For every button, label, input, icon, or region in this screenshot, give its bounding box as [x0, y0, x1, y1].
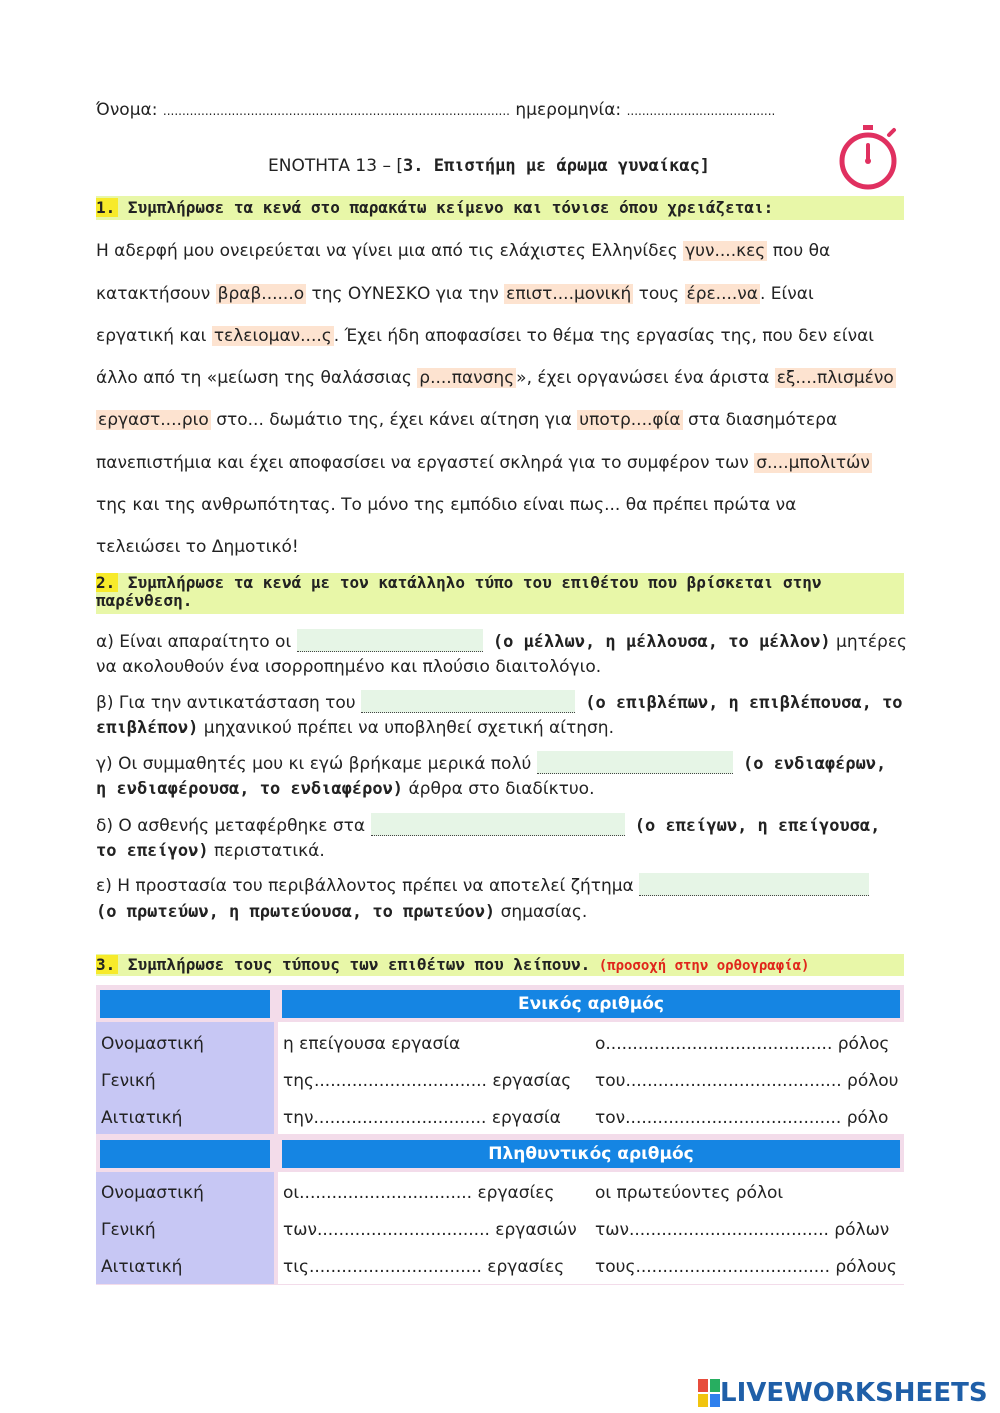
blank-ypotrofia[interactable]: υποτρ....φία [579, 410, 681, 430]
task-1-line-1 [96, 241, 830, 261]
task-1-number: 1. [96, 198, 118, 217]
task-1-instruction [96, 196, 904, 220]
options: (ο πρωτεύων, η πρωτεύουσα, το πρωτεύον) [96, 902, 496, 922]
masc-cell[interactable]: τους.................................... ρόλους [595, 1257, 897, 1277]
case-label: Γενική [101, 1220, 156, 1240]
text: εργατική και [96, 326, 212, 346]
options: (ο μέλλων, η μέλλουσα, το μέλλον) [482, 632, 831, 652]
text: στο... δωμάτιο της, έχει κάνει αίτηση για [210, 410, 578, 430]
blank-rypansis[interactable]: ρ....πανσης [419, 368, 515, 388]
task-2-item-c [96, 751, 886, 774]
text: δ) Ο ασθενής μεταφέρθηκε στα [96, 816, 371, 836]
blank-a[interactable] [297, 629, 483, 652]
logo-text: LIVEWORKSHEETS [720, 1378, 988, 1408]
options: το επείγον) [96, 841, 209, 861]
text: τους [633, 284, 685, 304]
fem-cell[interactable]: της................................ εργασίας [283, 1071, 572, 1091]
task-3-number: 3. [96, 955, 118, 974]
blank-vraveio[interactable]: βραβ......ο [217, 284, 305, 304]
task-1-text: Συμπλήρωσε τα κενά στο παρακάτω κείμενο και τόνισε όπου χρειάζεται: [118, 198, 774, 217]
case-label: Αιτιατική [101, 1257, 183, 1277]
options: (ο επιβλέπων, η επιβλέπουσα, το [575, 693, 903, 713]
task-2-text-2: παρένθεση. [96, 591, 193, 610]
task-1-line-3 [96, 326, 874, 346]
options: επιβλέπον) [96, 718, 199, 738]
masc-cell[interactable]: των..................................... ρόλων [595, 1220, 890, 1240]
masc-cell[interactable]: τον........................................ ρόλο [595, 1108, 889, 1128]
blank-sympoliton[interactable]: σ....μπολιτών [756, 453, 870, 473]
stopwatch-icon [834, 123, 902, 191]
text: πανεπιστήμια και έχει αποφασίσει να εργαστεί σκληρά για το συμφέρον των [96, 453, 755, 473]
blank-erevna[interactable]: έρε....να [686, 284, 758, 304]
fem-cell[interactable]: των................................ εργασιών [283, 1220, 577, 1240]
task-1-line-6 [96, 453, 872, 473]
task-3-note: (προσοχή στην ορθογραφία) [590, 958, 810, 974]
table-corner-plural [100, 1140, 270, 1168]
page-title [268, 156, 710, 176]
task-3-text: Συμπλήρωσε τους τύπους των επιθέτων που λείπουν. [118, 955, 591, 974]
table-corner-singular [100, 990, 270, 1018]
task-2-item-b [96, 690, 903, 713]
text: . Έχει ήδη αποφασίσει το θέμα της εργασίας της, που δεν είναι [333, 326, 875, 346]
fem-cell: η επείγουσα εργασία [283, 1034, 461, 1054]
case-label: Ονομαστική [101, 1034, 204, 1054]
masc-cell[interactable]: ο.......................................... ρόλος [595, 1034, 890, 1054]
fem-cell[interactable]: οι................................ εργασίες [283, 1183, 555, 1203]
text: κατακτήσουν [96, 284, 216, 304]
text: της ΟΥΝΕΣΚΟ για την [306, 284, 505, 304]
masc-cell[interactable]: του........................................ ρόλου [595, 1071, 899, 1091]
blank-b[interactable] [361, 690, 575, 713]
date-field[interactable]: ....................................... [626, 104, 776, 118]
text: περιστατικά. [208, 841, 325, 861]
options: (ο επείγων, η επείγουσα, [624, 816, 881, 836]
blank-e[interactable] [639, 873, 869, 896]
blank-d[interactable] [371, 813, 625, 836]
blank-teleiomanis[interactable]: τελειομαν....ς [213, 326, 332, 346]
case-label: Γενική [101, 1071, 156, 1091]
task-1-line-8: τελειώσει το Δημοτικό! [96, 537, 299, 557]
singular-header: Ενικός αριθμός [282, 990, 900, 1018]
text: γ) Οι συμμαθητές μου κι εγώ βρήκαμε μερικά πολύ [96, 754, 537, 774]
task-2-item-d-line-2 [96, 841, 325, 861]
date-label: ημερομηνία: [515, 100, 622, 120]
blank-gynaikes[interactable]: γυν....κες [685, 241, 766, 261]
text: που θα [767, 241, 831, 261]
text: α) Είναι απαραίτητο οι [96, 632, 297, 652]
case-label: Ονομαστική [101, 1183, 204, 1203]
options: (ο ενδιαφέρων, [732, 754, 887, 774]
plural-header: Πληθυντικός αριθμός [282, 1140, 900, 1168]
text: άρθρα στο διαδίκτυο. [403, 779, 595, 799]
task-2-item-c-line-2 [96, 779, 594, 799]
text: μηχανικού πρέπει να υποβληθεί σχετική αίτηση. [198, 718, 614, 738]
fem-cell[interactable]: την................................ εργασία [283, 1108, 561, 1128]
task-2-text: Συμπλήρωσε τα κενά με τον κατάλληλο τύπο του επιθέτου που βρίσκεται στην [118, 573, 822, 592]
text: ε) Η προστασία του περιβάλλοντος πρέπει να αποτελεί ζήτημα [96, 876, 640, 896]
task-2-item-a [96, 629, 907, 652]
text: σημασίας. [495, 902, 588, 922]
text: », έχει οργανώσει ένα άριστα [516, 368, 775, 388]
name-field[interactable]: ........................................................................................... [162, 104, 510, 118]
text: . Είναι [760, 284, 814, 304]
masc-cell: οι πρωτεύοντες ρόλοι [595, 1183, 784, 1203]
text: μητέρες [830, 632, 907, 652]
lesson-title: 3. Επιστήμη με άρωμα γυναίκας] [403, 156, 711, 176]
task-2-item-e [96, 873, 869, 896]
case-label: Αιτιατική [101, 1108, 183, 1128]
unit-label: ΕΝΟΤΗΤΑ 13 – [ [268, 156, 403, 176]
text: β) Για την αντικατάσταση του [96, 693, 362, 713]
liveworksheets-logo [698, 1378, 988, 1408]
task-2-item-d [96, 813, 880, 836]
text: άλλο από τη «μείωση της θαλάσσιας [96, 368, 418, 388]
task-1-line-4 [96, 368, 896, 388]
name-date-line [96, 100, 775, 120]
logo-mark-icon [698, 1379, 720, 1407]
task-2-item-a-line-2: να ακολουθούν ένα ισορροπημένο και πλούσιο διαιτολόγιο. [96, 657, 602, 677]
fem-cell[interactable]: τις................................ εργασίες [283, 1257, 565, 1277]
task-2-number: 2. [96, 573, 118, 592]
task-1-line-2 [96, 284, 814, 304]
name-label: Όνομα: [96, 100, 158, 120]
task-1-line-7: της και της ανθρωπότητας. Το μόνο της εμπόδιο είναι πως... θα πρέπει πρώτα να [96, 495, 797, 515]
task-2-item-b-line-2 [96, 718, 614, 738]
blank-ergastirio[interactable]: εργαστ....ριο [98, 410, 209, 430]
task-2-instruction [96, 573, 904, 614]
blank-epistimoniki[interactable]: επιστ....μονική [506, 284, 632, 304]
task-2-item-e-line-2 [96, 902, 587, 922]
task-3-instruction [96, 954, 904, 976]
blank-c[interactable] [537, 751, 733, 774]
text: στα διασημότερα [682, 410, 838, 430]
task-1-line-5 [96, 410, 837, 430]
text: Η αδερφή μου ονειρεύεται να γίνει μια από τις ελάχιστες Ελληνίδες [96, 241, 684, 261]
options: η ενδιαφέρουσα, το ενδιαφέρον) [96, 779, 404, 799]
blank-exoplismeno[interactable]: εξ....πλισμένο [776, 368, 894, 388]
